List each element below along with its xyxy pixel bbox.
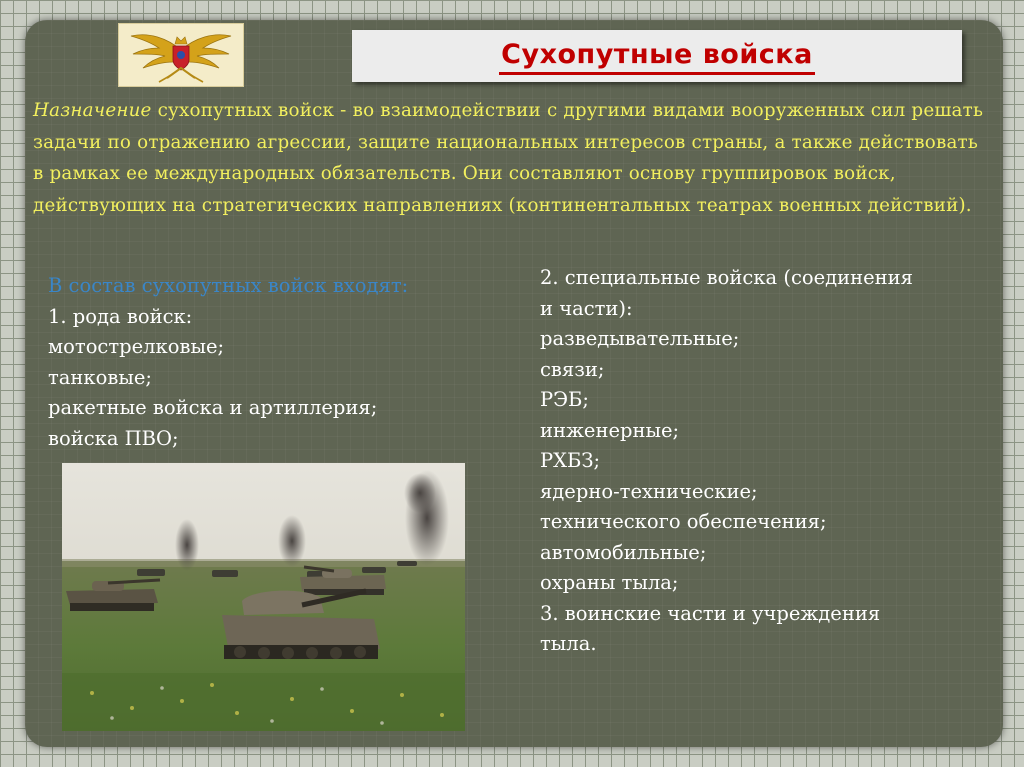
list-item: связи; <box>540 357 605 381</box>
list-item: танковые; <box>48 365 152 389</box>
list-item: и части): <box>540 296 633 320</box>
list-item: ядерно-технические; <box>540 479 758 503</box>
left-list-heading: В состав сухопутных войск входят: <box>48 274 409 297</box>
tanks-photo <box>62 463 465 731</box>
list-item: мотострелковые; <box>48 335 225 358</box>
list-item: войска ПВО; <box>48 426 179 450</box>
list-item: автомобильные; <box>540 540 707 564</box>
emblem <box>118 23 244 87</box>
list-item: охраны тыла; <box>540 571 679 594</box>
list-item: тыла. <box>540 632 597 655</box>
left-list <box>48 271 488 454</box>
list-item: 3. воинские части и учреждения <box>540 601 881 625</box>
intro-lead: Назначение <box>33 100 152 121</box>
list-item: РХБЗ; <box>540 449 601 472</box>
list-item: инженерные; <box>540 418 680 442</box>
list-item: 2. специальные войска (соединения <box>540 266 913 289</box>
right-list <box>540 263 980 660</box>
list-item: ракетные войска и артиллерия; <box>48 396 378 419</box>
title-box <box>352 30 962 82</box>
list-item: РЭБ; <box>540 388 589 411</box>
intro-text: сухопутных войск - во взаимодействии с другими видами вооруженных сил решать задачи по отражению агрессии, защите национальных интересов страны, а также действовать в рамках ее международных обязательств. Они составляют основу группировок войск, действующих на стратегических направлениях (континентальных театрах военных действий). <box>33 100 984 216</box>
list-item: технического обеспечения; <box>540 510 827 533</box>
intro-paragraph <box>33 95 988 221</box>
list-item: разведывательные; <box>540 327 740 350</box>
list-item: 1. рода войск: <box>48 304 193 328</box>
army-emblem-icon <box>119 24 243 86</box>
page-title: Сухопутные войска <box>499 38 815 75</box>
